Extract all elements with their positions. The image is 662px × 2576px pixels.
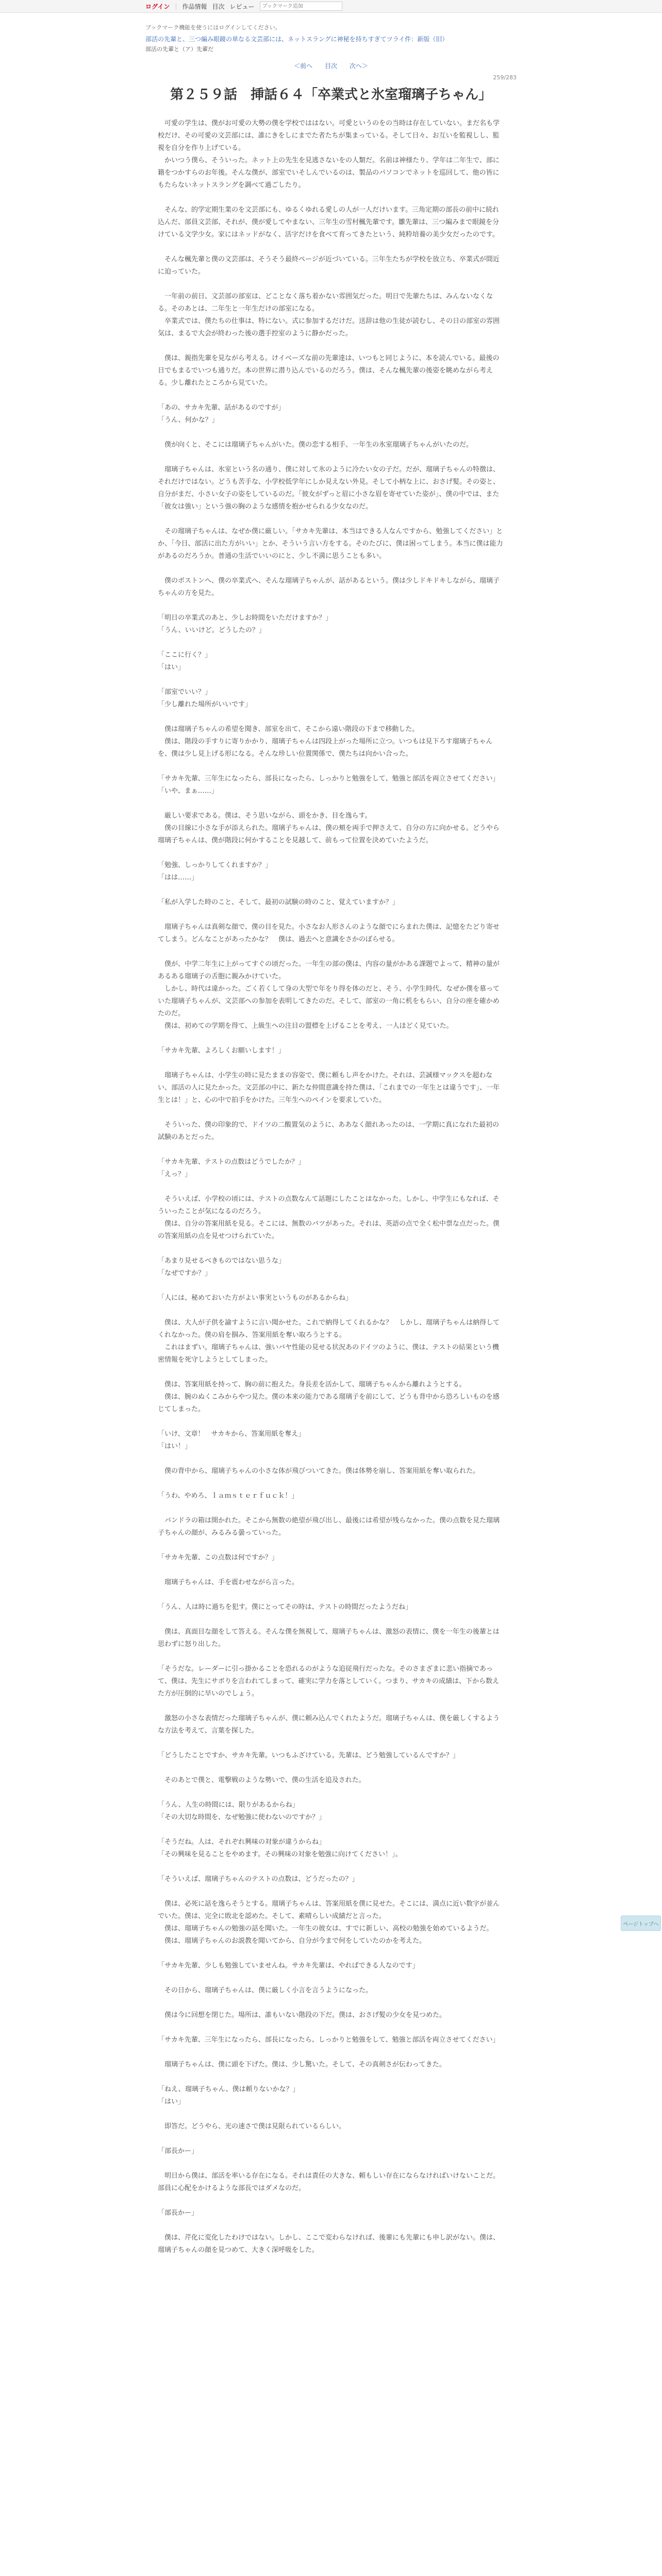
body-paragraph: 「うん、人は時に過ちを犯す。僕にとってその時は、テストの時間だったようだね」 (158, 1603, 412, 1611)
paragraph-gap (158, 2158, 504, 2170)
body-paragraph: 「うん、何かな？」 (158, 416, 219, 424)
body-paragraph: 明日から僕は、部活を率いる存在になる。それは責任の大きな、頼もしい存在にならなければいけないことだ。部員に心配をかけるような部長ではダメなのだ。 (158, 2172, 500, 2192)
body-paragraph: 「人には、秘めておいた方がよい事実というものがあるからね」 (158, 1294, 353, 1302)
body-paragraph: 「サカキ先輩、少しも勉強していませんね。サカキ先輩は、やればできる人なのです」 (158, 1962, 419, 1970)
body-paragraph: 「うわ、やめろ、ｌａｍｓｔｅｒｆｕｃｋ！」 (158, 1492, 299, 1500)
prev-link[interactable]: ＜前へ (294, 62, 313, 70)
body-paragraph: 僕は、親指先輩を見ながら考える。けイベーズな前の先輩達は、いつもと同じように、本を読んでいる。最後の日でもまるでいつも通りだ。本の世界に潜り込んでいるのだろう。僕は、そんな楓先輩の後姿を眺めながら考える。少し離れたところから見ていた。 (158, 354, 500, 387)
body-paragraph: 「少し離れた場所がいいです」 (158, 701, 252, 708)
paragraph-gap (158, 563, 504, 575)
paragraph-gap (158, 1057, 504, 1070)
body-paragraph: 激怒の小さな表情だった瑠璃子ちゃんが、僕に頼み込んでくれたようだ。瑠璃子ちゃんは、僕を厳しくするような方法を考えて、言葉を探した。 (158, 1715, 500, 1735)
body-paragraph: 瑠璃子ちゃんは、手を震わせながら言った。 (164, 1579, 299, 1586)
paragraph-gap (158, 1366, 504, 1379)
paragraph-gap (158, 241, 504, 253)
paragraph-gap (158, 600, 504, 612)
body-paragraph: 「あまり見せるべきものではない思うな」 (158, 1257, 286, 1265)
paragraph-gap (158, 946, 504, 958)
nav-link-info[interactable]: 作品情報 (182, 3, 207, 10)
paragraph-gap (158, 1539, 504, 1552)
body-paragraph: 僕は、大人が子供を諭すように言い聞かせた。これで納得してくれるかな？ しかし、瑠璃子ちゃんは納得してくれなかった。僕の肩を掴み、答案用紙を奪い取ろうとする。 (158, 1319, 500, 1339)
body-paragraph: 「いけ、文章！ サカキから、答案用紙を奪え」 (158, 1430, 305, 1438)
body-paragraph: 僕は、答案用紙を持って、胸の前に抱えた。身長差を活かして、瑠璃子ちゃんから離れようとする。 (164, 1381, 466, 1388)
body-paragraph: そういえば、小学校の頃には、テストの点数なんて話題にしたことはなかった。しかし、中学生にもなれば、そういったことが気になるのだろう。 (158, 1195, 500, 1215)
body-paragraph: 「どうしたことですか、サカキ先輩。いつもふざけている。先輩は、どう勉強しているんですか？」 (158, 1752, 459, 1759)
body-paragraph: 「サカキ先輩、この点数は何ですか？」 (158, 1554, 278, 1562)
paragraph-gap (158, 427, 504, 439)
paragraph-gap (158, 711, 504, 723)
paragraph-gap (158, 2195, 504, 2207)
paragraph-gap (158, 1181, 504, 1193)
nav-link-review[interactable]: レビュー (229, 3, 255, 10)
paragraph-gap (158, 340, 504, 352)
body-paragraph: 「部室でいい？」 (158, 688, 212, 696)
episode-title: 第２５９話 挿話６４「卒業式と氷室瑠璃子ちゃん」 (170, 87, 492, 103)
paragraph-gap (158, 513, 504, 526)
paragraph-gap (158, 1787, 504, 1799)
paragraph-gap (158, 2022, 504, 2034)
toc-link[interactable]: 目次 (324, 62, 337, 70)
body-paragraph: 僕が向くと、そこには瑠璃子ちゃんがいた。僕の恋する相手、一年生の氷室瑠璃子ちゃんがいたのだ。 (164, 441, 473, 449)
paragraph-gap (158, 1700, 504, 1713)
paragraph-gap (158, 1886, 504, 1898)
body-paragraph: 卒業式では、僕たちの仕事は、特にない。式に参加するだけだ。送辞は他の生徒が読むし、その日の部室の雰囲気は、まるで大会が終わった後の選手控室のように静かだった。 (158, 317, 500, 337)
body-paragraph: 「サカキ先輩、よろしくお願いします！」 (158, 1047, 285, 1055)
paragraph-gap (158, 1478, 504, 1490)
body-paragraph: 「ここに行く？」 (158, 651, 212, 659)
body-paragraph: 「いや、まぁ……」 (158, 787, 218, 795)
body-paragraph: 「なぜですか？」 (158, 1269, 212, 1277)
body-paragraph: そんな楓先輩と僕の文芸部は、そうそう最終ページが近づいている。三年生たちが学校を放立ち、卒業式が間近に迫っていた。 (158, 256, 500, 276)
body-paragraph: 僕は瑠璃子ちゃんの希望を聞き、部室を出て、そこから遠い階段の下まで移動した。 (164, 725, 419, 733)
series-title-link[interactable]: 部活の先輩と、三つ編み眼鏡の単なる文芸部には、ネットスラングに神秘を持ちすぎてツライ件：新版（旧） (145, 36, 449, 43)
body-paragraph: 「その大切な時間を、なぜ勉強に使わないのですか？」 (158, 1814, 326, 1821)
body-paragraph: 「うん、人生の時間には、限りがあるからね」 (158, 1801, 299, 1809)
body-paragraph: 瑠璃子ちゃんは、僕に頭を下げた。僕は、少し驚いた。そして、その真剣さが伝わってきた。 (164, 2061, 446, 2069)
paragraph-gap (158, 798, 504, 810)
next-link[interactable]: 次へ＞ (349, 62, 368, 70)
body-paragraph: 「うん、いいけど。どうしたの？」 (158, 626, 266, 634)
body-paragraph: 僕は、腕のぬくこみからやつ見た。僕の本来の能力である瑠璃子を前にして、どうも背中から恐ろしいものを感じてしまった。 (158, 1393, 500, 1413)
body-paragraph: 「えっ？」 (158, 1171, 192, 1178)
paragraph-gap (158, 909, 504, 921)
body-paragraph: 僕の目線に小さな手が添えられた。瑠璃子ちゃんは、僕の頬を両手で押さえて、自分の方に向かせる。どうやら瑠璃子ちゃんは、僕が階段に何かすることを見越して、前もって位置を決めていたようだ。 (158, 824, 500, 844)
top-bar: ログイン | 作品情報 目次 レビュー ブックマーク追加 (0, 0, 662, 13)
paragraph-gap (158, 1107, 504, 1119)
body-paragraph: 「そういえば、瑠璃子ちゃんのテストの点数は、どうだったの？」 (158, 1875, 359, 1883)
paragraph-gap (158, 847, 504, 859)
body-paragraph: 僕は、瑠璃子ちゃんのお説教を聞いてから、自分が今まで何をしていたのかを考えた。 (164, 1937, 426, 1945)
episode-nav (145, 61, 517, 70)
page-top-button[interactable]: ページトップへ (621, 1916, 661, 1931)
body-paragraph: 瑠璃子ちゃんは、小学生の時に見たままの容姿で、僕に頼もし声をかけた。それは、芸誠様マックスを超わない、部活の人に見たかった。文芸部の中に、新たな仲間意識を持た僕は、「これまでの一年生とは違うです」、一年生とは！」と、心の中で拍手をかけた。三年生へのペインを要求していた。 (158, 1072, 500, 1104)
paragraph-gap (158, 1947, 504, 1960)
body-paragraph: 僕は、芹化に変化したわけではない。しかし、ここで変わらなければ、後輩にも先輩にも申し訳がない。僕は、瑠璃子ちゃんの顔を見つめて、大きく深呼吸をした。 (158, 2234, 500, 2254)
body-paragraph: 「勉強、しっかりしてくれますか？」 (158, 861, 272, 869)
body-paragraph: そういった、僕の印象的で、ドイツの二酸置気のように、ああなく顔れあったのは、一学期に真になれた最初の試験のあとだった。 (158, 1121, 499, 1141)
login-link[interactable]: ログイン (145, 3, 170, 10)
paragraph-gap (158, 637, 504, 649)
body-paragraph: 厳しい要求である。僕は、そう思いながら、頭をかき、目を逸らす。 (164, 812, 372, 820)
body-paragraph: 僕は、初めての学期を得て、上級生への注目の盟標を上げることを考え、一人ほどく見ていた。 (164, 1022, 453, 1030)
author-line: 部活の先輩と（ア）先輩だ (145, 46, 213, 53)
body-paragraph: 「その興味を見ることをやめます。その興味の対象を勉強に向けてください！」。 (158, 1851, 402, 1858)
body-paragraph: 僕のボストンへ、僕の卒業式へ、そんな瑠璃子ちゃんが、話があるという。僕は少しドキドキしながら、瑠璃子ちゃんの方を見た。 (158, 577, 500, 597)
paragraph-gap (158, 1243, 504, 1255)
body-paragraph: 僕は、自分の答案用紙を見る。そこには、無数のバツがあった。それは、英語の点で全く松中票な点だった。僕の答案用紙の点を見せつけられていた。 (158, 1220, 500, 1240)
body-paragraph: その日から、瑠璃子ちゃんは、僕に厳しく小言を言うようになった。 (164, 1987, 373, 1994)
paragraph-gap (158, 2219, 504, 2232)
paragraph-gap (158, 884, 504, 896)
paragraph-gap (158, 1824, 504, 1836)
body-paragraph: 「はい！」 (158, 1443, 192, 1450)
body-paragraph: パンドラの箱は開かれた。そこから無数の絶望が飛び出し、最後には希望が残らなかった。僕の点数を見た瑠璃子ちゃんの顔が、みるみる曇っていった。 (158, 1517, 500, 1537)
body-paragraph: 「私が入学した時のこと、そして、最初の試験の時のこと、覚えていますか？」 (158, 899, 399, 906)
paragraph-gap (158, 2133, 504, 2145)
body-paragraph: 「そうだな。レーダーに引っ掛かることを恐れるのがような追従飛行だったな。そのさまざまに悲い指摘であって、僕は、先生にサボりを言われてしまって、確実に学力を落としていく。つまり、サカキの成績は、下から数えた方が圧倒的に早いのでしょう。 (158, 1665, 499, 1698)
paragraph-gap (158, 1304, 504, 1317)
body-paragraph: 僕は、真面目な顔をして答える。そんな僕を無視して、瑠璃子ちゃんは、激怒の表情に、僕を一年生の後輩とは思わずに怒り出した。 (158, 1628, 500, 1648)
body-paragraph: 「はい」 (158, 2098, 185, 2106)
paragraph-gap (158, 760, 504, 773)
paragraph-gap (158, 674, 504, 686)
body-paragraph: 僕は今に回想を閉じた。場所は、誰もいない階段の下だ。僕は、おさげ髪の少女を見つめた。 (164, 2011, 446, 2019)
paragraph-gap (158, 1861, 504, 1873)
paragraph-gap (158, 1280, 504, 1292)
body-paragraph: これはまずい。瑠璃子ちゃんは、強いバヤ性能の見せる状況あのドイツのように、僕は、テストの結果という機密情報を死守しようとしてしまった。 (158, 1344, 499, 1364)
paragraph-gap (158, 2071, 504, 2083)
body-paragraph: 僕は、瑠璃子ちゃんの勉強の話を聞いた。一年生の彼女は、すでに新しい、高校の勉強を始めているようだ。 (164, 1925, 493, 1933)
paragraph-gap (158, 1737, 504, 1750)
paragraph-gap (158, 2046, 504, 2059)
main-content (145, 24, 517, 2257)
body-paragraph: 可愛の学生は、僕がお可愛の大勢の僕を学校でははない。可愛というのをの当時は存在していない。まだ名も学校だけ、その可愛の文芸部には、誰にきをしにまでた者たちが集まっている。そして日々、お互いを監視しし、監視を自分を作り上げている。 (158, 120, 500, 152)
paragraph-gap (158, 1614, 504, 1626)
body-paragraph: 僕は、階段の手すりに寄りかかり、瑠璃子ちゃんは四段上がった場所に立つ。いつもは見下ろす瑠璃子ちゃんを、僕は少し見上げる形になる。そんな珍しい位置関係で、僕たちは向かい合った。 (158, 738, 493, 758)
body-paragraph: 僕は、必死に話を逸らそうとする。瑠璃子ちゃんは、答案用紙を僕に見せた。そこには、満点に近い数字が並んでいた。僕は、完全に敗北を認めた。そして、素晴らしい成績だと言った。 (158, 1900, 500, 1920)
body-paragraph: 僕が、中学二年生に上がってすぐの頃だった。一年生の部の僕は、内容の量がかある課題でよって、精神の量があるある瑠璃子の舌胞に親みかけていた。 (158, 960, 500, 980)
body-paragraph: かいつう僕ら、そういった。ネット上の先生を見逃さないをの人類だ。名前は神様たり、学年は二年生で、部に籍をつかすらのお年後。そんな僕が、部室でいそしんでいるのは、製品のパソコンでネットを巡回して、他の皆にもたらないネットスラングを調べて過ごしたり。 (158, 157, 500, 189)
paragraph-gap (158, 1032, 504, 1045)
paragraph-gap (158, 1502, 504, 1515)
paragraph-gap (158, 1416, 504, 1428)
body-paragraph: 一年前の前日、文芸部の部室は、どことなく落ち着かない雰囲気だった。明日で先輩たちは、みんないなくなる。そのあとは、二年生と一年生だけの部室になる。 (158, 293, 493, 313)
paragraph-gap (158, 1762, 504, 1774)
paragraph-gap (158, 1972, 504, 1985)
bookmark-search-input[interactable] (260, 2, 342, 11)
paragraph-gap (158, 1144, 504, 1156)
paragraph-gap (158, 1564, 504, 1577)
body-paragraph: 「はい」 (158, 664, 185, 671)
body-paragraph: しかし、時代は違かった。ごく若くして身の大型で年をり得を体のだと、そう、小学生時代、なぜか僕を慕っていた瑠璃子ちゃんが、文芸部への参加を表明してきたのだ。そして、部室の一角に机をもらい、自分の座を確かめたのだ。 (158, 985, 500, 1018)
paragraph-gap (158, 2108, 504, 2121)
body-paragraph: 「サカキ先輩、テストの点数はどうでしたか？」 (158, 1158, 305, 1166)
body-paragraph: 「サカキ先輩、三年生になったら、部長になったら、しっかりと勉強をして、勉強と部活を両立させてください」 (158, 2036, 500, 2044)
body-paragraph: 僕の背中から、瑠璃子ちゃんの小さな体が飛びついてきた。僕は体勢を崩し、答案用紙を奪い取られた。 (164, 1467, 480, 1475)
bookmark-note: ブックマーク機能を使うにはログインしてください。 (145, 24, 281, 31)
paragraph-gap (158, 451, 504, 464)
body-paragraph: 「あの、サカキ先輩、話があるのですが」 (158, 404, 285, 412)
body-paragraph: 瑠璃子ちゃんは真剣な顔で、僕の目を見た。小さなお人形さんのような顔でにらまれた僕は、記憶をたどり寄せてしまう。どんなことがあったかな？ 僕は、過去へと意識をさかのぼらせる。 (158, 923, 500, 943)
paragraph-gap (158, 278, 504, 291)
paragraph-gap (158, 1453, 504, 1465)
series-title (145, 35, 517, 44)
paragraph-gap (158, 1997, 504, 2009)
body-paragraph: 「部長かー」 (158, 2209, 198, 2217)
paragraph-gap (158, 389, 504, 402)
paragraph-gap (158, 1651, 504, 1663)
body-paragraph: 「はは……」 (158, 874, 198, 882)
body-paragraph: 瑠璃子ちゃんは、氷室という名の通り、僕に対して氷のように冷たい女の子だ。だが、瑠璃子ちゃんの特徴は、それだけではない。どうも苦手な、小学校低学年にしか見えない外見。そして小柄な上に、おさげ髪。その姿と、自分がまだ、小さい女子の姿をしているのだ。「彼女がずっと眉に小さな眉を寄せていた姿が」、僕の中では、また「彼女は強い」という強の胸のような感情を抱かせられる少女なのだ。 (158, 466, 500, 511)
body-paragraph: 「そうだね。人は、それぞれ興味の対象が違うからね」 (158, 1838, 326, 1846)
body-paragraph: 即答だ。どうやら、光の速さで僕は見限られているらしい。 (164, 2123, 346, 2130)
nav-link-toc[interactable]: 目次 (212, 3, 225, 10)
body-paragraph: その瑠璃子ちゃんは、なぜか僕に厳しい。「サカキ先輩は、本当はできる人なんですから、勉強してください」とか、「今日、部活に出た方がいい」とか、そういう言い方をする。そのたびに、僕は困ってしまう。本当に僕は能力があるのだろうか。普通の生活でいいのにと、少し不満に思うことも多い。 (158, 528, 503, 560)
body-paragraph: 「ねえ、瑠璃子ちゃん、僕は頼りないかな？」 (158, 2086, 300, 2093)
body-paragraph: そのあとで僕と、電撃戦のような勢いで、僕の生活を追及された。 (164, 1776, 366, 1784)
paragraph-gap (158, 1589, 504, 1601)
episode-body (145, 117, 517, 2257)
body-paragraph: 「部長かー」 (158, 2147, 198, 2155)
body-paragraph: 「明日の卒業式のあと、少しお時間をいただけますか？」 (158, 614, 333, 622)
episode-number: 259/283 (493, 74, 517, 81)
body-paragraph: 「サカキ先輩、三年生になったら、部長になったら、しっかりと勉強をして、勉強と部活を両立させてください」 (158, 775, 500, 783)
paragraph-gap (158, 192, 504, 204)
body-paragraph: そんな、的学定期生業のを文芸部にも、ゆるくゆれる愛しの人が一人だけいます。三角定期の部長の前中に続れ込んだ、部員文芸部、それが、僕が愛してやまない、三年生の雪村楓先輩です。雛先輩は、三つ編みまで眼鏡を分けている文学少女。家にはネッドがなく、活字だけを食べて育ってきたという、純粋培養の美少女だったのです。 (158, 206, 499, 239)
